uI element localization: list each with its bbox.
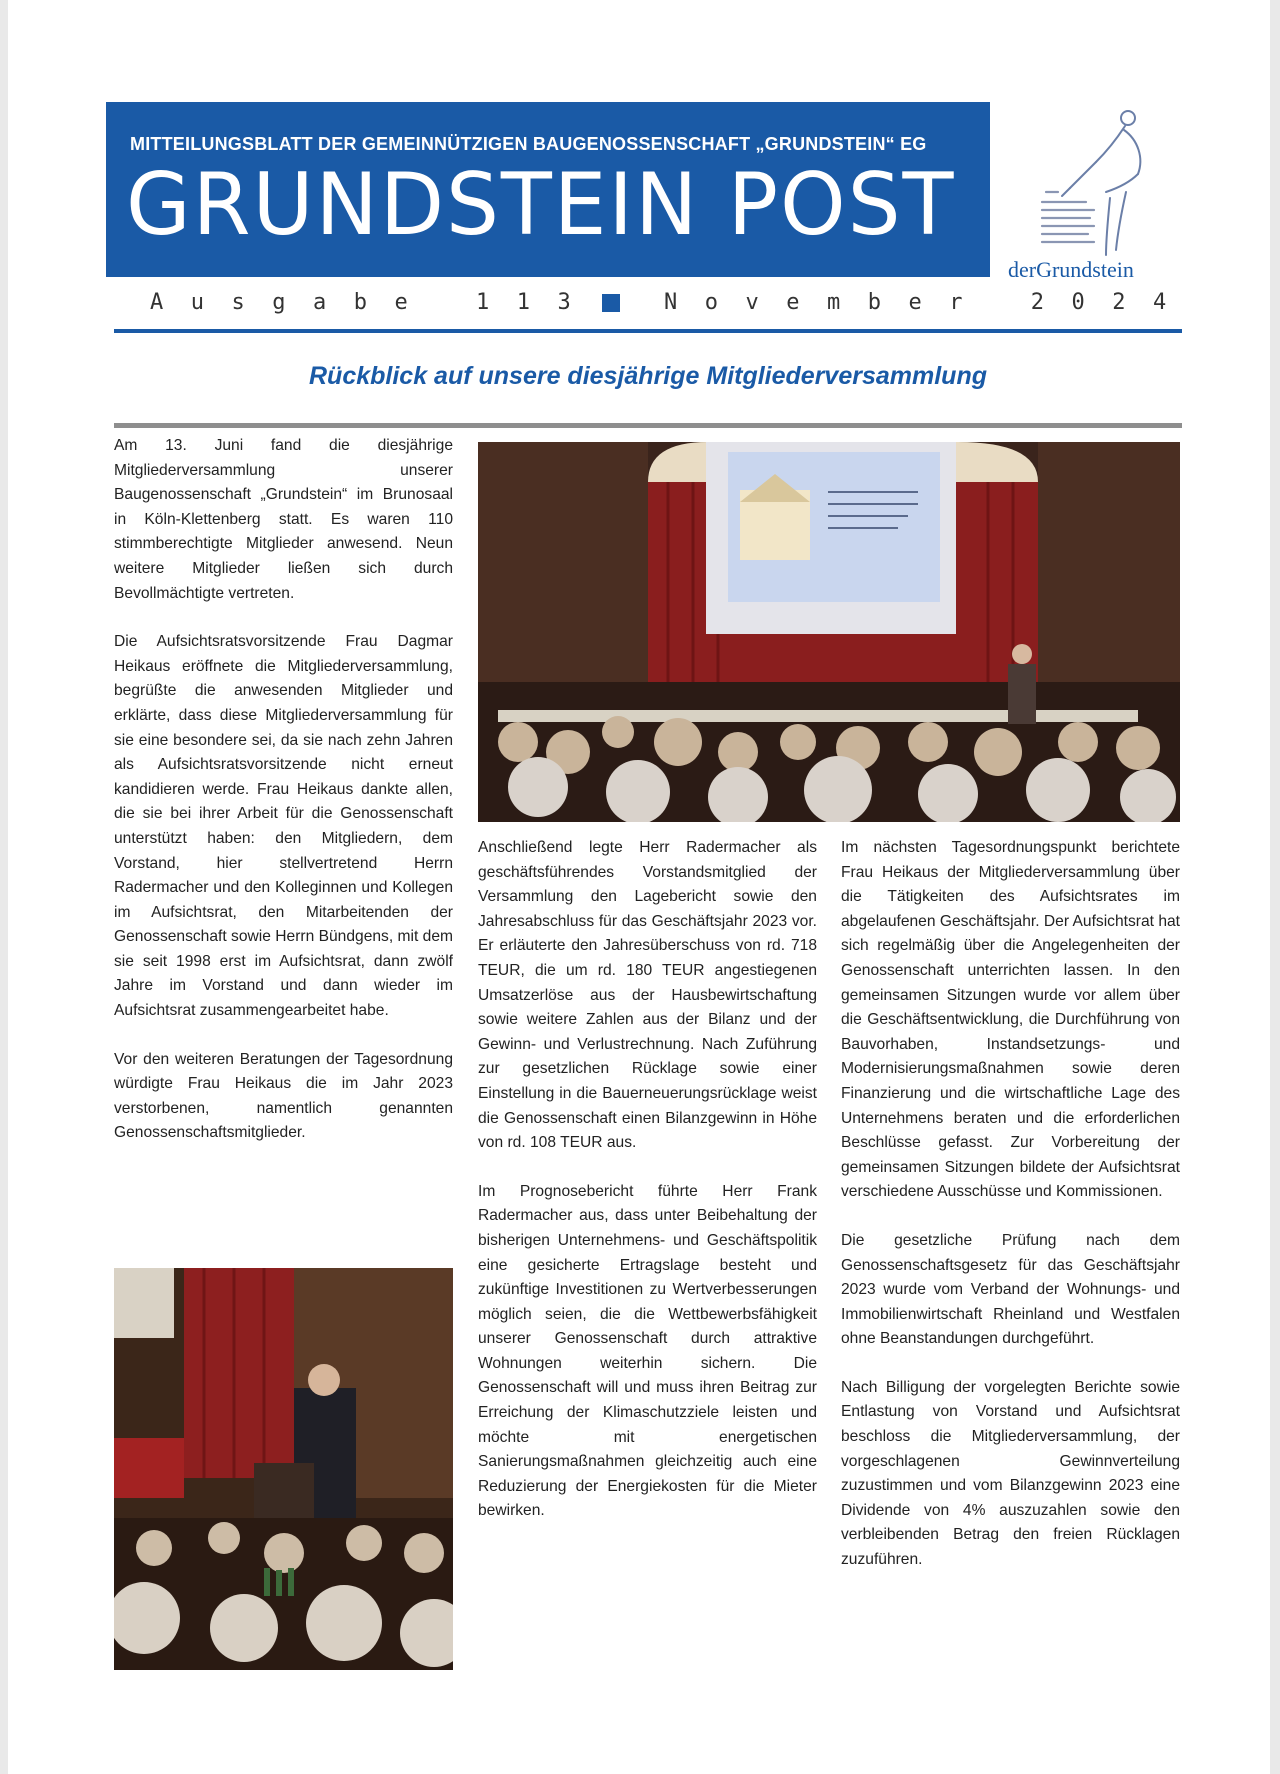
paragraph: Die Aufsichtsratsvorsitzende Frau Dagmar Heikaus eröffnete die Mitgliederversammlung, begrüßte die anwesenden Mitglieder und erklärte, dass diese Mitgliederversammlung für sie eine besondere sei, da sie nach zehn Jahren als Aufsichtsratsvorsitzende nicht erneut kandidieren werde. Frau Heikaus dankte allen, die sie bei ihrer Arbeit für die Genossenschaft unterstützt haben: den Mitgliedern, dem Vorstand, hier stellvertretend Herrn Radermacher und den Kolleginnen und Kollegen im Aufsichtsrat, den Mitarbeitenden der Genossenschaft sowie Herrn Bündgens, mit dem sie seit 1998 erst im Aufsichtsrat, dann zwölf Jahre im Vorstand und dann wieder im Aufsichtsrat zusammengearbeitet habe. xyxy=(114,633,453,1020)
paragraph: Am 13. Juni fand die diesjährige Mitgliederversammlung unserer Baugenossenschaft „Grundstein“ im Brunosaal in Köln-Klettenberg statt. Es waren 110 stimmberechtigte Mitglieder anwesend. Neun weitere Mitglieder ließen sich durch Bevollmächtigte vertreten. xyxy=(114,437,453,602)
assembly-hall-photo xyxy=(478,442,1180,822)
issue-date: November 2024 xyxy=(664,290,1194,315)
masthead xyxy=(106,102,990,277)
paragraph: Im nächsten Tagesordnungspunkt berichtete Frau Heikaus der Mitgliederversammlung über die Tätigkeiten des Aufsichtsrates im abgelaufenen Geschäftsjahr. Der Aufsichtsrat hat sich regelmäßig über die Angelegenheiten der Genossenschaft unterrichten lassen. In den gemeinsamen Sitzungen wurde vor allem über die Geschäftsentwicklung, die Durchführung von Bauvorhaben, Instandsetzungs- und Modernisierungsmaßnahmen sowie deren Finanzierung und die wirtschaftliche Lage des Unternehmens beraten und die erforderlichen Beschlüsse gefasst. Zur Vorbereitung der gemeinsamen Sitzungen bildete der Aufsichtsrat verschiedene Ausschüsse und Kommissionen. xyxy=(841,839,1180,1201)
header-rule xyxy=(114,329,1182,333)
paragraph: Nach Billigung der vorgelegten Berichte sowie Entlastung von Vorstand und Aufsichtsrat beschloss die Mitgliederversammlung, der vorgeschlagenen Gewinnverteilung zuzustimmen und vom Bilanzgewinn 2023 eine Dividende von 4% auszuzahlen sowie den verbleibenden Betrag den freien Rücklagen zuzuführen. xyxy=(841,1378,1180,1569)
paragraph: Im Prognosebericht führte Herr Frank Radermacher aus, dass unter Beibehaltung der bisherigen Unternehmens- und Geschäftspolitik eine gesicherte Ertragslage besteht und zukünftige Investitionen zu Wertverbesserungen möglich seien, die die Wettbewerbsfähigkeit unserer Genossenschaft durch attraktive Wohnungen weiterhin sichern. Die Genossenschaft will und muss ihren Beitrag zur Erreichung der Klimaschutzziele leisten und möchte mit energetischen Sanierungsmaßnahmen gleichzeitig auch eine Reduzierung der Energiekosten für die Mieter bewirken. xyxy=(478,1182,817,1520)
article-column-1 xyxy=(114,434,453,1170)
separator-square xyxy=(602,294,620,312)
article-column-2 xyxy=(478,836,817,1548)
article-headline: Rückblick auf unsere diesjährige Mitgliederversammlung xyxy=(309,362,987,390)
paragraph: Die gesetzliche Prüfung nach dem Genossenschaftsgesetz für das Geschäftsjahr 2023 wurde vom Verband der Wohnungs- und Immobilienwirtschaft Rheinland und Westfalen ohne Beanstandungen durchgeführt. xyxy=(841,1231,1180,1348)
issue-line xyxy=(150,290,1194,320)
speaker-photo xyxy=(114,1268,453,1670)
paragraph: Anschließend legte Herr Radermacher als geschäftsführendes Vorstandsmitglied der Versammlung den Lagebericht sowie den Jahresabschluss für das Geschäftsjahr 2023 vor. Er erläuterte den Jahresüberschuss von rd. 718 TEUR, die um rd. 180 TEUR angestiegenen Umsatzerlöse aus der Hausbewirtschaftung sowie weitere Zahlen aus der Bilanz und der Gewinn- und Verlustrechnung. Nach Zuführung zur gesetzlichen Rücklage sowie einer Einstellung in die Bauerneuerungsrücklage weist die Genossenschaft einen Bilanzgewinn in Höhe von rd. 108 TEUR aus. xyxy=(478,839,817,1152)
masthead-title: GRUNDSTEIN POST xyxy=(126,155,956,255)
issue-number: Ausgabe 113 xyxy=(150,290,599,315)
paragraph: Vor den weiteren Beratungen der Tagesordnung würdigte Frau Heikaus die im Jahr 2023 verstorbenen, namentlich genannten Genossenschaftsmitglieder. xyxy=(114,1050,453,1142)
headline-rule xyxy=(114,423,1182,428)
masthead-subtitle: MITTEILUNGSBLATT DER GEMEINNÜTZIGEN BAUGENOSSENSCHAFT „GRUNDSTEIN“ EG xyxy=(130,134,927,154)
newsletter-page xyxy=(8,0,1270,1774)
logo-wordmark: derGrundstein xyxy=(1008,257,1134,282)
article-column-3 xyxy=(841,836,1180,1597)
